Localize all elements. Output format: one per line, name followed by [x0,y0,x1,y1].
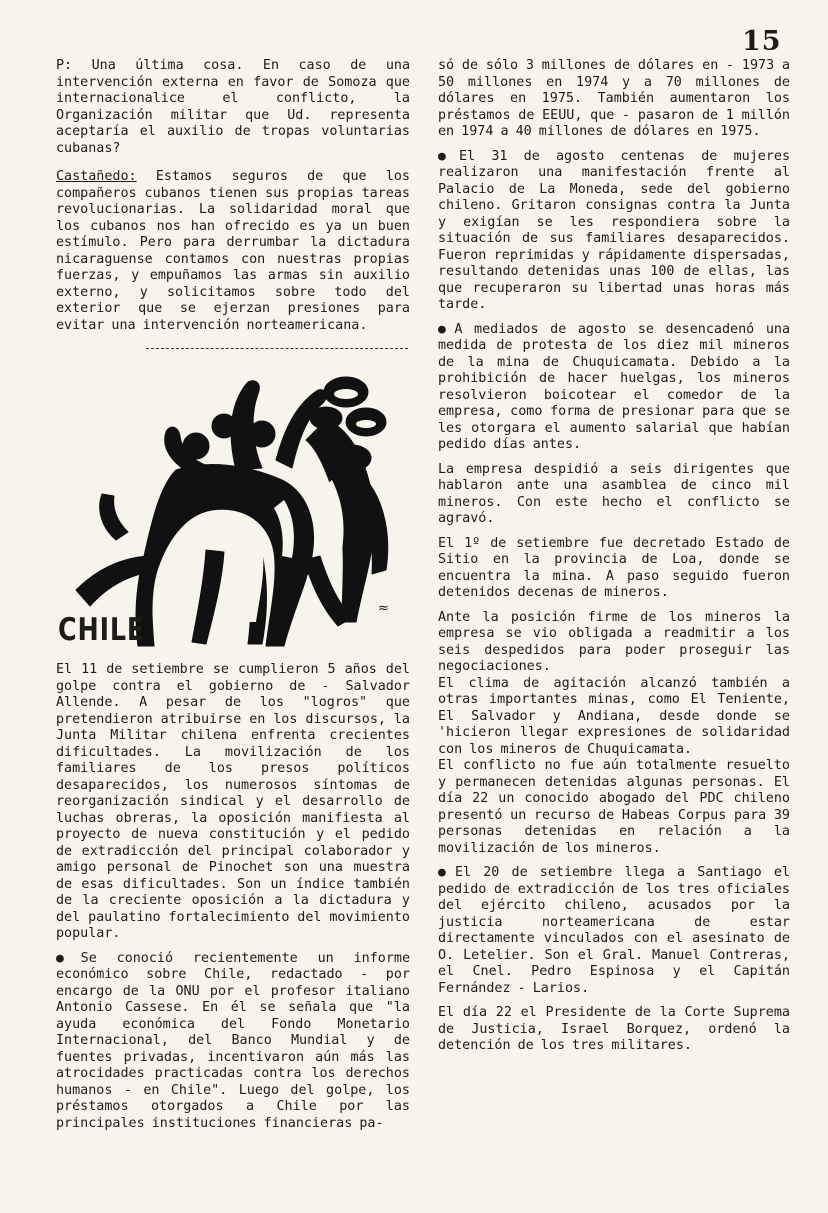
article-paragraph: ● A mediados de agosto se desencadenó una medida de protesta de los diez mil mineros de la mina de Chuquicamata. Debido a la prohibición de hacer huelgas, los mineros resolvieron boicotear el comedor de la empresa, como forma de presionar para que se les otorgara el aumento salarial que habían pedido días antes. [438,321,791,452]
interview-answer [56,169,410,334]
artist-signature: ≈ [378,601,389,616]
protest-crowd-illustration [56,360,410,652]
article-paragraph: La empresa despidió a seis dirigentes que hablaron ante una asamblea de cinco mil mineros. Con este hecho el conflicto se agravó. [438,461,790,526]
article-paragraph: El clima de agitación alcanzó también a otras importantes minas, como El Teniente, El Salvador y Andiana, desde donde se 'hicieron llegar expresiones de solidaridad con los mineros de Chuquicamata. [438,675,790,757]
interview-question [56,58,410,157]
article-paragraph: Ante la posición firme de los mineros la empresa se vio obligada a readmitir a los seis despedidos para poder proseguir las negociaciones. [438,609,790,674]
article-paragraph: ● Se conoció recientemente un informe económico sobre Chile, redactado - por encargo de la ONU por el profesor italiano Antonio Cassese. En él se señala que "la ayuda económica del Fondo Monetario Internacional, del Banco Mundial y de fuentes privadas, incentivaron aún más las atrocidades practicadas contra los derechos humanos - en Chile". Luego del golpe, los préstamos otorgados a Chile por las principales instituciones financieras pa- [56,950,411,1131]
chile-article-right [438,58,790,1055]
chile-article-left [56,662,410,1132]
article-paragraph: ● El 31 de agosto centenas de mujeres realizaron una manifestación frente al Palacio de La Moneda, sede del gobierno chileno. Gritaron consignas contra la Junta y exigían se les respondiera sobre la situación de sus familiares desaparecidos. Fueron reprimidas y rápidamente dispersadas, resultando detenidas unas 100 de ellas, las que recuperaron su libertad unas horas más tarde. [438,148,791,312]
question-label: P: [56,58,73,73]
section-divider [146,348,408,349]
article-paragraph: El día 22 el Presidente de la Corte Suprema de Justicia, Israel Borquez, ordenó la detención de los tres militares. [438,1005,790,1053]
bullet-icon: ● [438,148,455,164]
article-paragraph: El conflicto no fue aún totalmente resuelto y permanecen detenidas algunas personas. El día 22 un conocido abogado del PDC chileno presentó un recurso de Habeas Corpus para 39 personas detenidas en relación a la movilización de los mineros. [438,758,790,856]
bullet-icon: ● [438,865,451,880]
article-paragraph: El 1º de setiembre fue decretado Estado de Sitio en la provincia de Loa, donde se encuentra la mina. A paso seguido fueron detenidos decenas de mineros. [438,535,790,600]
answer-text: Estamos seguros de que los compañeros cubanos tienen sus propias tareas revolucionarias. La solidaridad moral que los cubanos nos han ofrecido es ya un buen estímulo. Pero para derrumbar la dictadura nicaraguense contamos con nuestras propias fuerzas, y empuñamos las armas sin auxilio externo, y solicitamos sobre todo del exterior que se ejerzan presiones para evitar una intervención norteamericana. [56,169,410,333]
article-paragraph: El 11 de setiembre se cumplieron 5 años del golpe contra el gobierno de - Salvador Allende. A pesar de los "logros" que pretendieron atribuirse en los discursos, la Junta Militar chilena enfrenta crecientes dificultades. La movilización de los familiares de los presos políticos desaparecidos, los numerosos síntomas de reorganización sindical y el desarrollo de luchas obreras, la oposición manifiesta al proyecto de nueva constitución y el pedido de extradicción del principal colaborador y amigo personal de Pinochet son una muestra de esas dificultades. Son un índice también de la creciente oposición a la dictadura y del paulatino fortalecimiento del movimiento popular. [56,662,410,941]
article-paragraph: só de sólo 3 millones de dólares en - 1973 a 50 millones en 1974 y a 70 millones de dólares en 1975. También aumentaron los préstamos de EEUU, que - pasaron de 1 millón en 1974 a 40 millones de dólares en 1975. [438,58,790,139]
article-paragraph: ● El 20 de setiembre llega a Santiago el pedido de extradicción de los tres oficiales del ejército chileno, acusados por la justicia norteamericana de estar directamente vinculados con el asesinato de O. Letelier. Son el Gral. Manuel Contreras, el Cnel. Pedro Espinosa y el Capitán Fernández - Larios. [438,865,790,996]
interview-column [56,58,410,334]
page-number: 15 [742,26,782,57]
bullet-icon: ● [438,321,451,337]
answer-speaker: Castañedo: [56,169,137,184]
question-text: Una última cosa. En caso de una intervención externa en favor de Somoza que internacionalice el conflicto, la Organización militar que Ud. representa aceptaría el auxilio de tropas voluntarias cubanas? [56,58,411,156]
section-title-chile: CHILE [58,612,146,648]
bullet-icon: ● [56,950,77,966]
